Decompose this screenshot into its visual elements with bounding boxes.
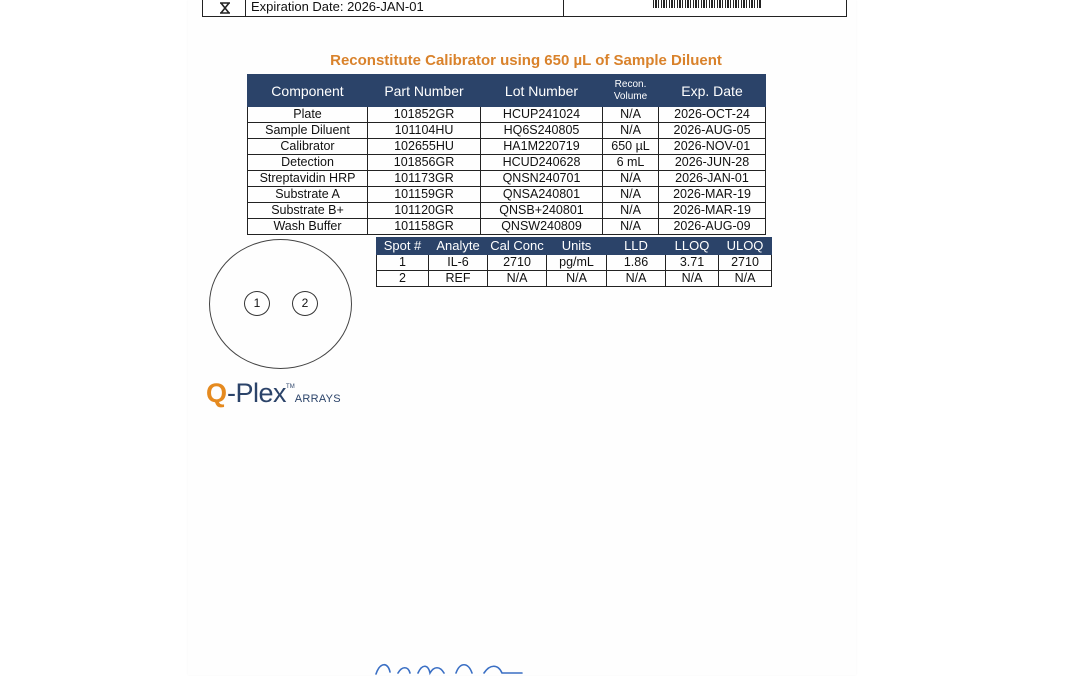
cell-spot: 1 xyxy=(377,255,429,271)
component-table-header xyxy=(248,75,766,107)
cell-recon-volume: N/A xyxy=(603,107,659,123)
table-row xyxy=(248,187,766,203)
cell-exp-date: 2026-MAR-19 xyxy=(659,187,766,203)
cell-part-number: 101856GR xyxy=(368,155,481,171)
handwritten-signature xyxy=(372,660,532,676)
cell-uloq: 2710 xyxy=(719,255,772,271)
table-row xyxy=(248,123,766,139)
table-row xyxy=(377,271,772,287)
cell-recon-volume: N/A xyxy=(603,219,659,235)
cell-lot-number: QNSW240809 xyxy=(481,219,603,235)
col-lld: LLD xyxy=(607,238,666,255)
cell-exp-date: 2026-AUG-09 xyxy=(659,219,766,235)
cell-units: pg/mL xyxy=(547,255,607,271)
spot-1-marker: 1 xyxy=(244,291,270,316)
cell-analyte: IL-6 xyxy=(429,255,488,271)
cell-cal-conc: N/A xyxy=(488,271,547,287)
cell-lot-number: HA1M220719 xyxy=(481,139,603,155)
icon-cell xyxy=(203,0,246,16)
col-part-number: Part Number xyxy=(368,75,481,107)
cell-exp-date: 2026-JAN-01 xyxy=(659,171,766,187)
cell-recon-volume: N/A xyxy=(603,203,659,219)
cell-part-number: 101159GR xyxy=(368,187,481,203)
cell-component: Substrate A xyxy=(248,187,368,203)
spot-table xyxy=(376,237,772,287)
cell-component: Streptavidin HRP xyxy=(248,171,368,187)
cell-lot-number: QNSN240701 xyxy=(481,171,603,187)
strip-divider xyxy=(563,0,564,16)
col-lloq: LLOQ xyxy=(666,238,719,255)
cell-lld: 1.86 xyxy=(607,255,666,271)
spot-table-header xyxy=(377,238,772,255)
cell-exp-date: 2026-JUN-28 xyxy=(659,155,766,171)
cell-lloq: N/A xyxy=(666,271,719,287)
well-diagram xyxy=(209,239,352,369)
logo-plex: -Plex xyxy=(227,378,287,408)
logo-q: Q xyxy=(206,378,228,408)
cell-part-number: 101120GR xyxy=(368,203,481,219)
cell-part-number: 102655HU xyxy=(368,139,481,155)
table-row xyxy=(248,155,766,171)
cell-lot-number: HCUP241024 xyxy=(481,107,603,123)
cell-units: N/A xyxy=(547,271,607,287)
expiration-date: Expiration Date: 2026-JAN-01 xyxy=(251,0,424,14)
table-row xyxy=(248,107,766,123)
hourglass-icon xyxy=(218,2,232,14)
cell-part-number: 101173GR xyxy=(368,171,481,187)
table-row xyxy=(248,219,766,235)
cell-part-number: 101158GR xyxy=(368,219,481,235)
cell-component: Plate xyxy=(248,107,368,123)
cell-uloq: N/A xyxy=(719,271,772,287)
col-recon-volume xyxy=(603,75,659,107)
col-lot-number: Lot Number xyxy=(481,75,603,107)
col-cal-conc: Cal Conc xyxy=(488,238,547,255)
cell-lot-number: HQ6S240805 xyxy=(481,123,603,139)
cell-lot-number: QNSB+240801 xyxy=(481,203,603,219)
col-spot: Spot # xyxy=(377,238,429,255)
table-row xyxy=(248,171,766,187)
barcode xyxy=(653,0,761,8)
cell-recon-volume: N/A xyxy=(603,187,659,203)
cell-exp-date: 2026-AUG-05 xyxy=(659,123,766,139)
spot-2-marker: 2 xyxy=(292,291,318,316)
col-uloq: ULOQ xyxy=(719,238,772,255)
cell-lloq: 3.71 xyxy=(666,255,719,271)
cell-exp-date: 2026-OCT-24 xyxy=(659,107,766,123)
col-component: Component xyxy=(248,75,368,107)
logo-tm: TM xyxy=(286,384,295,390)
cell-component: Calibrator xyxy=(248,139,368,155)
cell-component: Substrate B+ xyxy=(248,203,368,219)
col-units: Units xyxy=(547,238,607,255)
logo-arrays: ARRAYS xyxy=(294,393,341,405)
cell-exp-date: 2026-NOV-01 xyxy=(659,139,766,155)
cell-lot-number: QNSA240801 xyxy=(481,187,603,203)
cell-recon-volume: N/A xyxy=(603,123,659,139)
cell-exp-date: 2026-MAR-19 xyxy=(659,203,766,219)
table-row xyxy=(248,139,766,155)
reconstitution-title: Reconstitute Calibrator using 650 µL of Sample Diluent xyxy=(330,52,722,69)
cell-lot-number: HCUD240628 xyxy=(481,155,603,171)
cell-part-number: 101852GR xyxy=(368,107,481,123)
expiration-strip xyxy=(202,0,847,17)
cell-component: Detection xyxy=(248,155,368,171)
cell-analyte: REF xyxy=(429,271,488,287)
cell-part-number: 101104HU xyxy=(368,123,481,139)
component-table xyxy=(247,74,766,235)
cell-component: Wash Buffer xyxy=(248,219,368,235)
cell-recon-volume: N/A xyxy=(603,171,659,187)
table-row xyxy=(248,203,766,219)
cell-recon-volume: 6 mL xyxy=(603,155,659,171)
col-analyte: Analyte xyxy=(429,238,488,255)
cell-cal-conc: 2710 xyxy=(488,255,547,271)
cell-spot: 2 xyxy=(377,271,429,287)
cell-lld: N/A xyxy=(607,271,666,287)
qplex-logo xyxy=(206,378,341,409)
col-exp-date: Exp. Date xyxy=(659,75,766,107)
cell-component: Sample Diluent xyxy=(248,123,368,139)
table-row xyxy=(377,255,772,271)
cell-recon-volume: 650 µL xyxy=(603,139,659,155)
recon-volume-label: Recon. Volume xyxy=(613,78,648,102)
